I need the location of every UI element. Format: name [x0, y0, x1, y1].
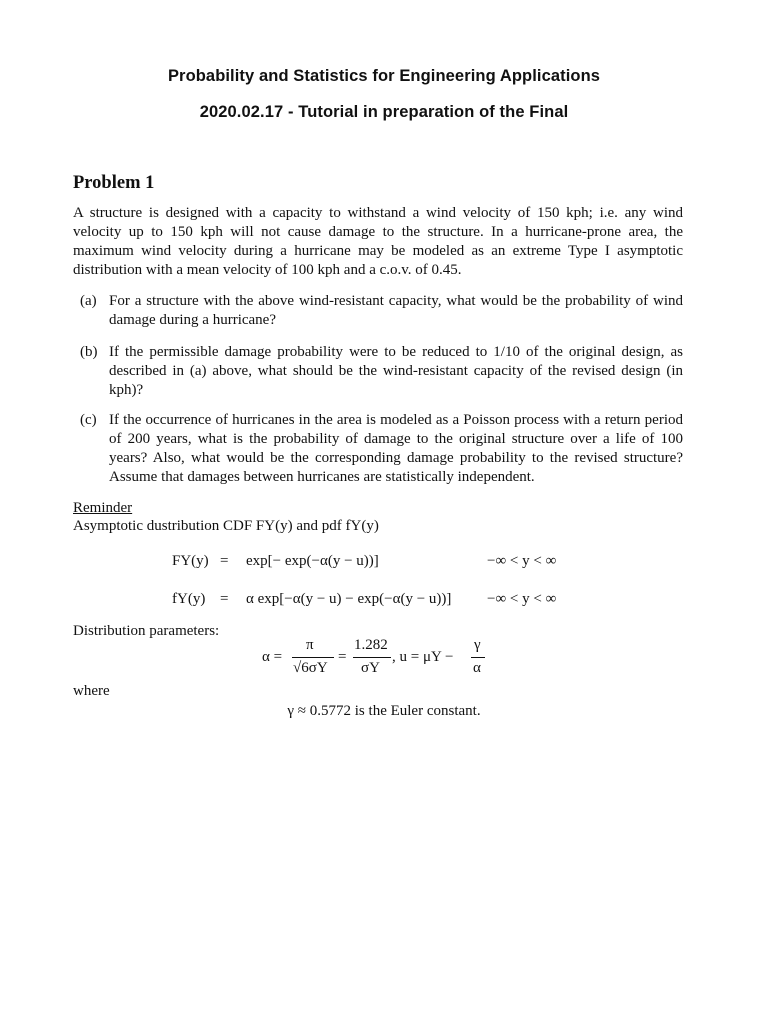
part-text: If the permissible damage probability were to be reduced to 1/10 of the original design, as described in (a) above, what should be the wind-resistant capacity of the revised design (in kph)? — [109, 344, 683, 398]
alpha-denominator: α — [473, 660, 481, 676]
numerator-1282: 1.282 — [354, 637, 388, 653]
equals-sign: = — [338, 649, 347, 665]
pdf-lhs: fY(y) — [172, 591, 206, 607]
part-label: (a) — [80, 293, 97, 309]
part-label: (c) — [80, 412, 97, 428]
euler-constant-line: γ ≈ 0.5772 is the Euler constant. — [287, 703, 481, 719]
gamma-numerator: γ — [474, 637, 481, 653]
cdf-equals: = — [220, 553, 229, 569]
problem-part-b — [80, 343, 683, 400]
sigma-denominator: σY — [361, 660, 380, 676]
u-expression: , u = μY − — [392, 649, 454, 665]
sqrt6-sigma-denominator: √6σY — [293, 660, 328, 676]
fraction-bar — [292, 657, 334, 658]
fraction-bar — [471, 657, 485, 658]
cdf-range: −∞ < y < ∞ — [487, 553, 557, 569]
cdf-lhs: FY(y) — [172, 553, 209, 569]
part-text: If the occurrence of hurricanes in the area is modeled as a Poisson process with a return period of 200 years, what is the probability of damage to the original structure over a life of 100 years? Also, what would be the corresponding damage probability to the revised structure? Assume that damages between hurricanes are statistically independent. — [109, 412, 683, 485]
reminder-heading: Reminder — [73, 500, 133, 516]
pdf-rhs: α exp[−α(y − u) − exp(−α(y − u))] — [246, 591, 452, 607]
pdf-range: −∞ < y < ∞ — [487, 591, 557, 607]
problem-heading: Problem 1 — [73, 173, 155, 193]
session-title: 2020.02.17 - Tutorial in preparation of the Final — [199, 103, 569, 121]
problem-intro: A structure is designed with a capacity to withstand a wind velocity of 150 kph; i.e. any wind velocity up to 150 kph will not cause damage to the structure. In a hurricane-prone area, the maximum wind velocity during a hurricane may be modeled as an extreme Type I asymptotic distribution with a mean velocity of 100 kph and a c.o.v. of 0.45. — [73, 205, 683, 278]
pi-numerator: π — [306, 637, 314, 653]
parameters-formula — [262, 636, 502, 680]
where-label: where — [73, 683, 110, 699]
problem-part-a — [80, 292, 683, 330]
pdf-equals: = — [220, 591, 229, 607]
asymptotic-description: Asymptotic dustribution CDF FY(y) and pdf fY(y) — [73, 518, 379, 534]
problem-part-c — [80, 411, 683, 487]
cdf-equation — [0, 552, 768, 574]
pdf-equation — [0, 590, 768, 612]
fraction-bar — [353, 657, 391, 658]
part-text: For a structure with the above wind-resistant capacity, what would be the probability of wind damage during a hurricane? — [109, 293, 683, 328]
alpha-lhs: α = — [262, 649, 283, 665]
course-title: Probability and Statistics for Engineering Applications — [167, 67, 601, 85]
cdf-rhs: exp[− exp(−α(y − u))] — [246, 553, 379, 569]
part-label: (b) — [80, 344, 98, 360]
distribution-parameters-label: Distribution parameters: — [73, 623, 220, 639]
